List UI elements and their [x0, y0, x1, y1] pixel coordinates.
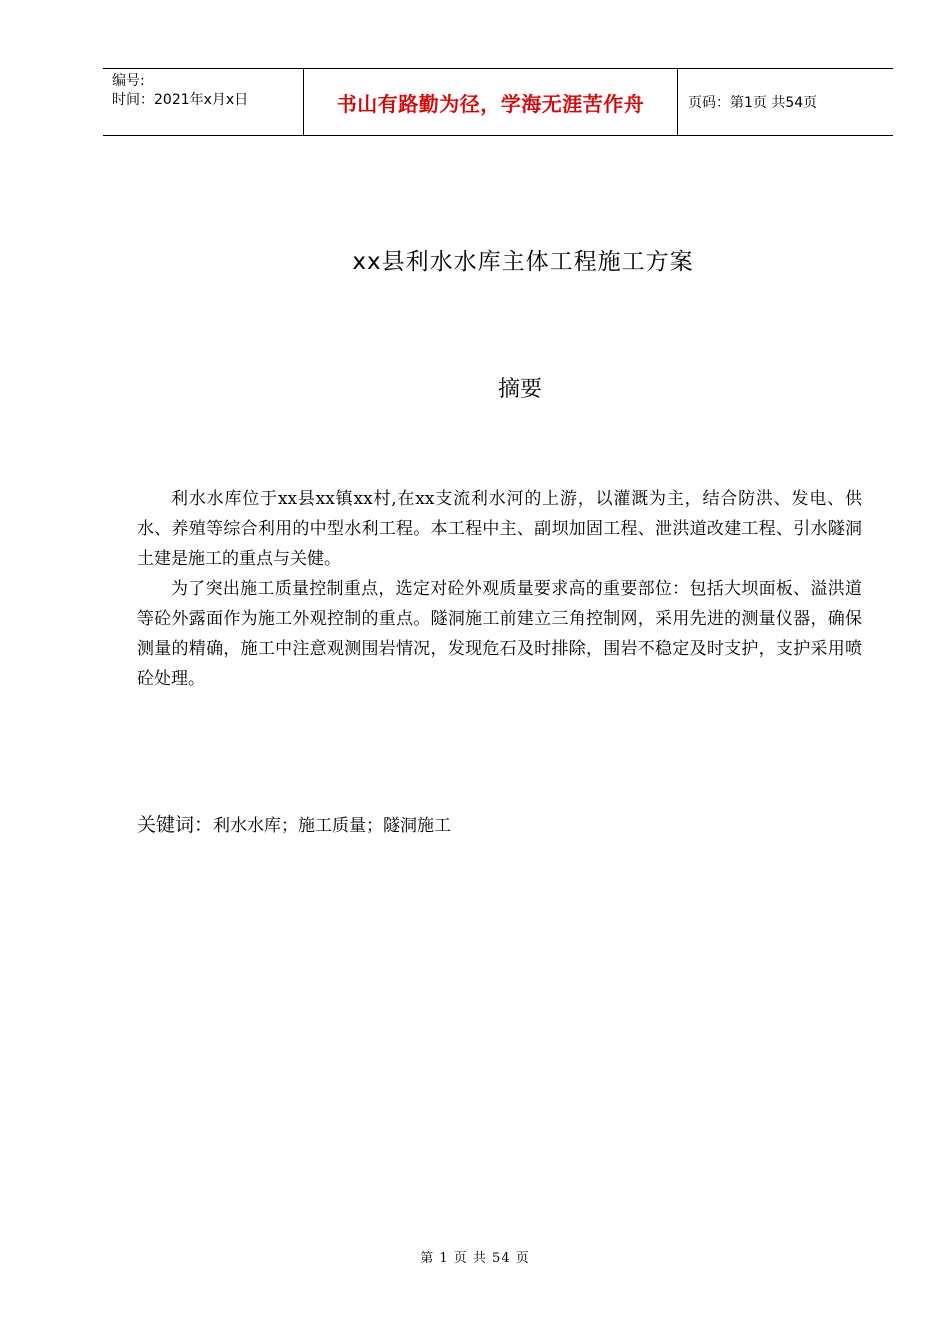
serial-label: 编号:: [112, 73, 145, 89]
keywords-value: 利水水库；施工质量；隧洞施工: [213, 816, 452, 836]
abstract-heading: 摘要: [497, 377, 542, 402]
header-page-info: 页码：第1页 共54页: [688, 95, 818, 111]
abstract-paragraph: 利水水库位于xx县xx镇xx村,在xx支流利水河的上游，以灌溉为主，结合防洪、发电、供水、养殖等综合利用的中型水利工程。本工程中主、副坝加固工程、泄洪道改建工程、引水隧洞土建是施工的重点与关健。: [137, 489, 862, 569]
time-label: 时间：2021年x月x日: [112, 92, 249, 108]
header-meta: [103, 69, 304, 135]
abstract-paragraph: 为了突出施工质量控制重点，选定对砼外观质量要求高的重要部位：包括大坝面板、溢洪道等砼外露面作为施工外观控制的重点。隧洞施工前建立三角控制网，采用先进的测量仪器，确保测量的精确，施工中注意观测围岩情况，发现危石及时排除，围岩不稳定及时支护，支护采用喷砼处理。: [137, 579, 862, 689]
header-motto: 书山有路勤为径，学海无涯苦作舟: [304, 69, 678, 135]
keywords-line: [137, 810, 451, 837]
abstract-body: [137, 484, 862, 694]
keywords-label: 关键词：: [137, 814, 214, 836]
page-footer: 第 1 页 共 54 页: [420, 1251, 530, 1266]
page-header: [103, 68, 893, 136]
document-title: xx县利水水库主体工程施工方案: [352, 249, 694, 275]
